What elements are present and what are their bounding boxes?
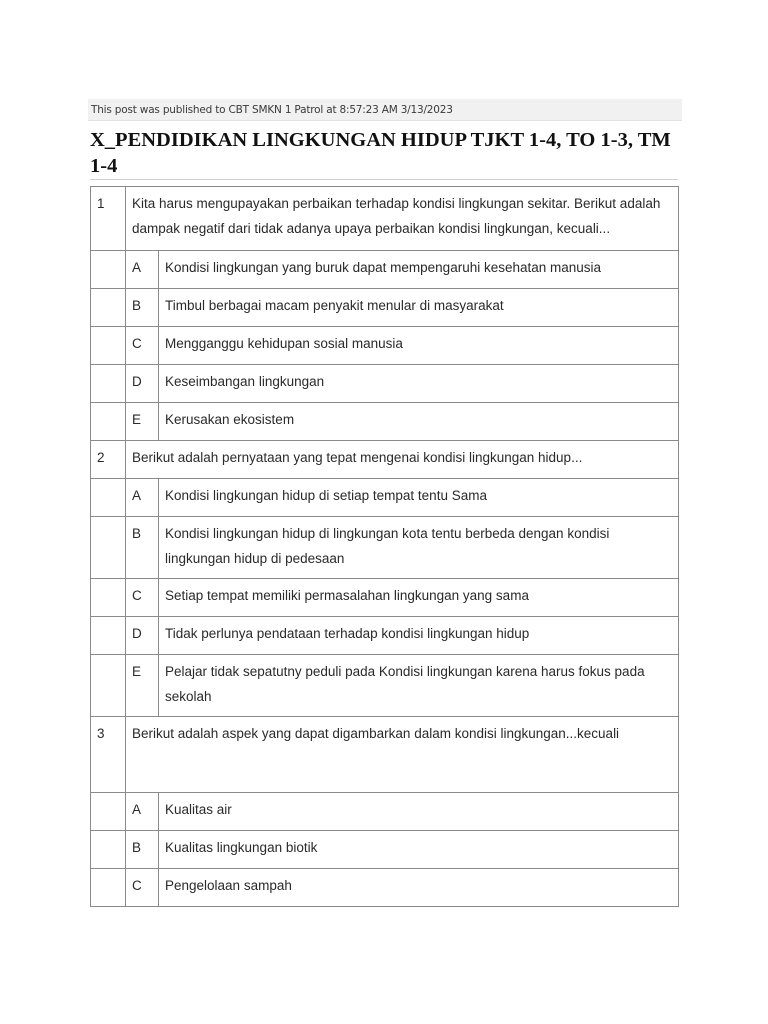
empty-cell [91, 831, 126, 869]
option-letter: C [126, 579, 159, 617]
option-row [91, 831, 679, 869]
option-text: Setiap tempat memiliki permasalahan lingkungan yang sama [159, 579, 679, 617]
question-text: Berikut adalah pernyataan yang tepat mengenai kondisi lingkungan hidup... [126, 441, 679, 479]
option-letter: B [126, 517, 159, 579]
option-text: Tidak perlunya pendataan terhadap kondisi lingkungan hidup [159, 617, 679, 655]
question-number: 2 [91, 441, 126, 479]
option-row [91, 403, 679, 441]
option-row [91, 365, 679, 403]
publish-banner: This post was published to CBT SMKN 1 Patrol at 8:57:23 AM 3/13/2023 [88, 99, 682, 121]
question-number: 3 [91, 717, 126, 793]
option-letter: B [126, 831, 159, 869]
option-text: Kondisi lingkungan hidup di lingkungan kota tentu berbeda dengan kondisi lingkungan hidup di pedesaan [159, 517, 679, 579]
empty-cell [91, 289, 126, 327]
option-text: Kondisi lingkungan hidup di setiap tempat tentu Sama [159, 479, 679, 517]
option-letter: C [126, 327, 159, 365]
option-text: Keseimbangan lingkungan [159, 365, 679, 403]
option-letter: A [126, 793, 159, 831]
empty-cell [91, 517, 126, 579]
empty-cell [91, 479, 126, 517]
option-text: Kualitas lingkungan biotik [159, 831, 679, 869]
option-letter: A [126, 479, 159, 517]
empty-cell [91, 655, 126, 717]
option-text: Kondisi lingkungan yang buruk dapat mempengaruhi kesehatan manusia [159, 251, 679, 289]
option-text: Kerusakan ekosistem [159, 403, 679, 441]
option-row [91, 289, 679, 327]
option-row [91, 793, 679, 831]
option-letter: C [126, 869, 159, 907]
empty-cell [91, 793, 126, 831]
question-table [90, 186, 679, 907]
option-text: Pelajar tidak sepatutny peduli pada Kondisi lingkungan karena harus fokus pada sekolah [159, 655, 679, 717]
empty-cell [91, 579, 126, 617]
title-divider [90, 179, 678, 180]
option-row [91, 869, 679, 907]
option-letter: B [126, 289, 159, 327]
option-letter: E [126, 403, 159, 441]
option-letter: A [126, 251, 159, 289]
option-text: Kualitas air [159, 793, 679, 831]
option-text: Timbul berbagai macam penyakit menular di masyarakat [159, 289, 679, 327]
empty-cell [91, 869, 126, 907]
option-text: Mengganggu kehidupan sosial manusia [159, 327, 679, 365]
option-letter: D [126, 617, 159, 655]
option-row [91, 479, 679, 517]
option-row [91, 617, 679, 655]
option-row [91, 579, 679, 617]
empty-cell [91, 403, 126, 441]
question-row [91, 441, 679, 479]
empty-cell [91, 251, 126, 289]
option-row [91, 655, 679, 717]
option-row [91, 517, 679, 579]
question-row [91, 187, 679, 251]
empty-cell [91, 327, 126, 365]
option-letter: D [126, 365, 159, 403]
option-row [91, 327, 679, 365]
empty-cell [91, 617, 126, 655]
empty-cell [91, 365, 126, 403]
question-row [91, 717, 679, 793]
page-title: X_PENDIDIKAN LINGKUNGAN HIDUP TJKT 1-4, TO 1-3, TM 1-4 [90, 129, 671, 177]
question-text: Kita harus mengupayakan perbaikan terhadap kondisi lingkungan sekitar. Berikut adalah dampak negatif dari tidak adanya upaya perbaikan kondisi lingkungan, kecuali... [126, 187, 679, 251]
option-letter: E [126, 655, 159, 717]
option-row [91, 251, 679, 289]
question-text: Berikut adalah aspek yang dapat digambarkan dalam kondisi lingkungan...kecuali [126, 717, 679, 793]
question-number: 1 [91, 187, 126, 251]
option-text: Pengelolaan sampah [159, 869, 679, 907]
